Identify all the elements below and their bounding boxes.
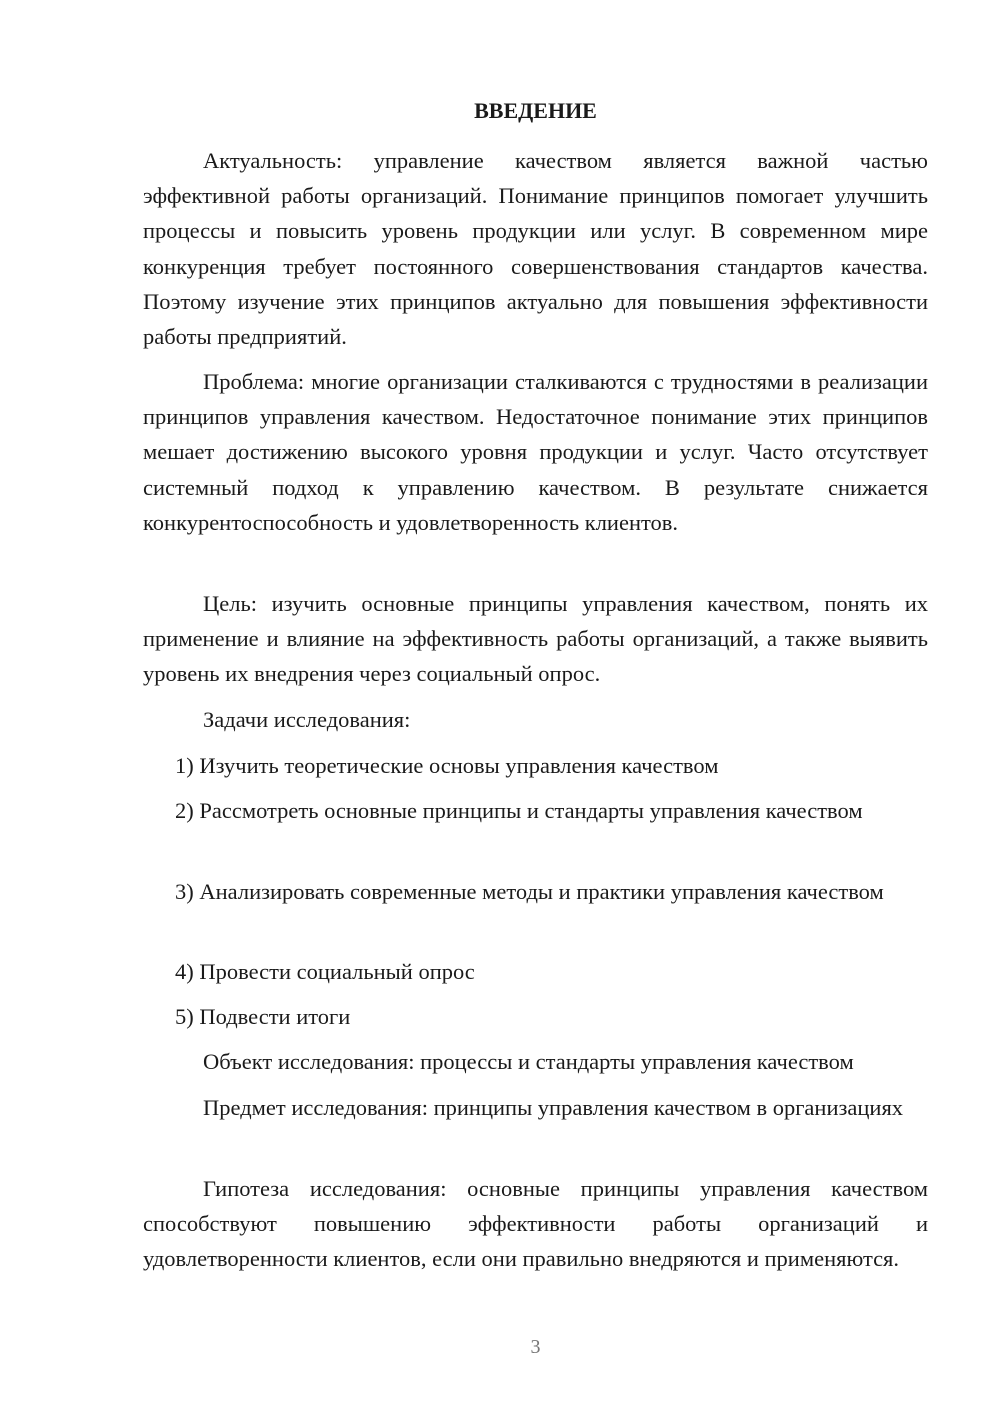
document-page <box>143 0 928 1414</box>
task-item-2: 2) Рассмотреть основные принципы и стандарты управления качеством <box>175 798 863 823</box>
paragraph-relevance: Актуальность: управление качеством является важной частью эффективной работы организаций. Понимание принципов помогает улучшить процессы и повысить уровень продукции или услуг. В современном мире конкуренция требует постоянного совершенствования стандартов качества. Поэтому изучение этих принципов актуально для повышения эффективности работы предприятий. <box>143 148 928 350</box>
section-title: ВВЕДЕНИЕ <box>474 98 597 123</box>
tasks-heading: Задачи исследования: <box>203 707 411 732</box>
task-item-1: 1) Изучить теоретические основы управления качеством <box>175 753 719 778</box>
task-item-4: 4) Провести социальный опрос <box>175 959 475 984</box>
paragraph-problem: Проблема: многие организации сталкиваются с трудностями в реализации принципов управления качеством. Недостаточное понимание этих принципов мешает достижению высокого уровня продукции и услуг. Часто отсутствует системный подход к управлению качеством. В результате снижается конкурентоспособность и удовлетворенность клиентов. <box>143 369 928 535</box>
paragraph-object: Объект исследования: процессы и стандарты управления качеством <box>203 1049 854 1074</box>
paragraph-goal: Цель: изучить основные принципы управления качеством, понять их применение и влияние на эффективность работы организаций, а также выявить уровень их внедрения через социальный опрос. <box>143 591 928 687</box>
paragraph-hypothesis: Гипотеза исследования: основные принципы управления качеством способствуют повышению эффективности работы организаций и удовлетворенности клиентов, если они правильно внедряются и применяются. <box>143 1176 928 1272</box>
paragraph-subject: Предмет исследования: принципы управления качеством в организациях <box>203 1095 904 1120</box>
task-item-5: 5) Подвести итоги <box>175 1004 351 1029</box>
page-number: 3 <box>530 1336 541 1358</box>
task-item-3: 3) Анализировать современные методы и практики управления качеством <box>175 879 884 904</box>
